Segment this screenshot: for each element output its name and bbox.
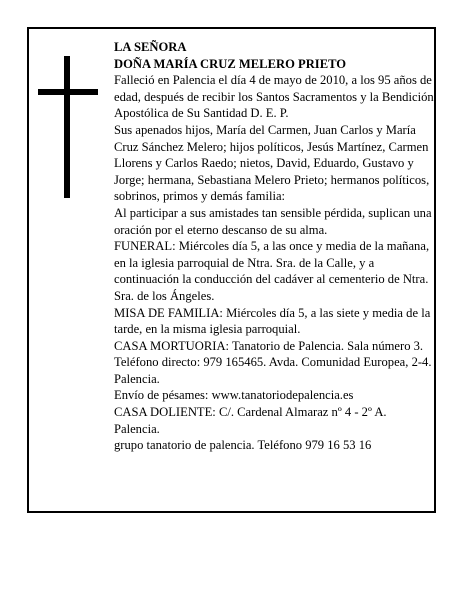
cross-icon-bar — [38, 89, 98, 95]
obituary-text — [114, 39, 434, 454]
deceased-name: DOÑA MARÍA CRUZ MELERO PRIETO — [114, 56, 347, 71]
family-list: Sus apenados hijos, María del Carmen, Juan Carlos y María Cruz Sánchez Melero; hijos políticos, Jesús Martínez, Carmen Llorens y Carlos Raedo; nietos, David, Eduardo, Gustavo y Jorge; hermana, Sebastiana Melero Prieto; hermanos políticos, sobrinos, primos y demás familia: — [114, 122, 430, 204]
funeral-info: FUNERAL: Miércoles día 5, a las once y media de la mañana, en la iglesia parroquial de Ntra. Sra. de la Calle, y a continuación la conducción del cadáver al cementerio de Ntra. Sra. de los Ángeles. — [114, 239, 430, 303]
cross-icon — [64, 56, 70, 198]
death-announcement: Falleció en Palencia el día 4 de mayo de 2010, a los 95 años de edad, después de recibir los Santos Sacramentos y la Bendición Apostólica de Su Santidad D. E. P. — [114, 73, 434, 121]
company-info: grupo tanatorio de palencia. Teléfono 979 16 53 16 — [114, 438, 372, 453]
funeral-home-info: CASA MORTUORIA: Tanatorio de Palencia. Sala número 3. Teléfono directo: 979 165465. Avda. Comunidad Europea, 2-4. Palencia. — [114, 338, 432, 386]
condolences-info: Envío de pésames: www.tanatoriodepalencia.es — [114, 388, 354, 403]
family-home-info: CASA DOLIENTE: C/. Cardenal Almaraz nº 4 - 2º A. Palencia. — [114, 405, 387, 436]
family-mass-info: MISA DE FAMILIA: Miércoles día 5, a las siete y media de la tarde, en la misma iglesia parroquial. — [114, 305, 431, 337]
heading-line-1: LA SEÑORA — [114, 40, 187, 54]
prayer-request: Al participar a sus amistades tan sensible pérdida, suplican una oración por el eterno descanso de su alma. — [114, 205, 432, 237]
